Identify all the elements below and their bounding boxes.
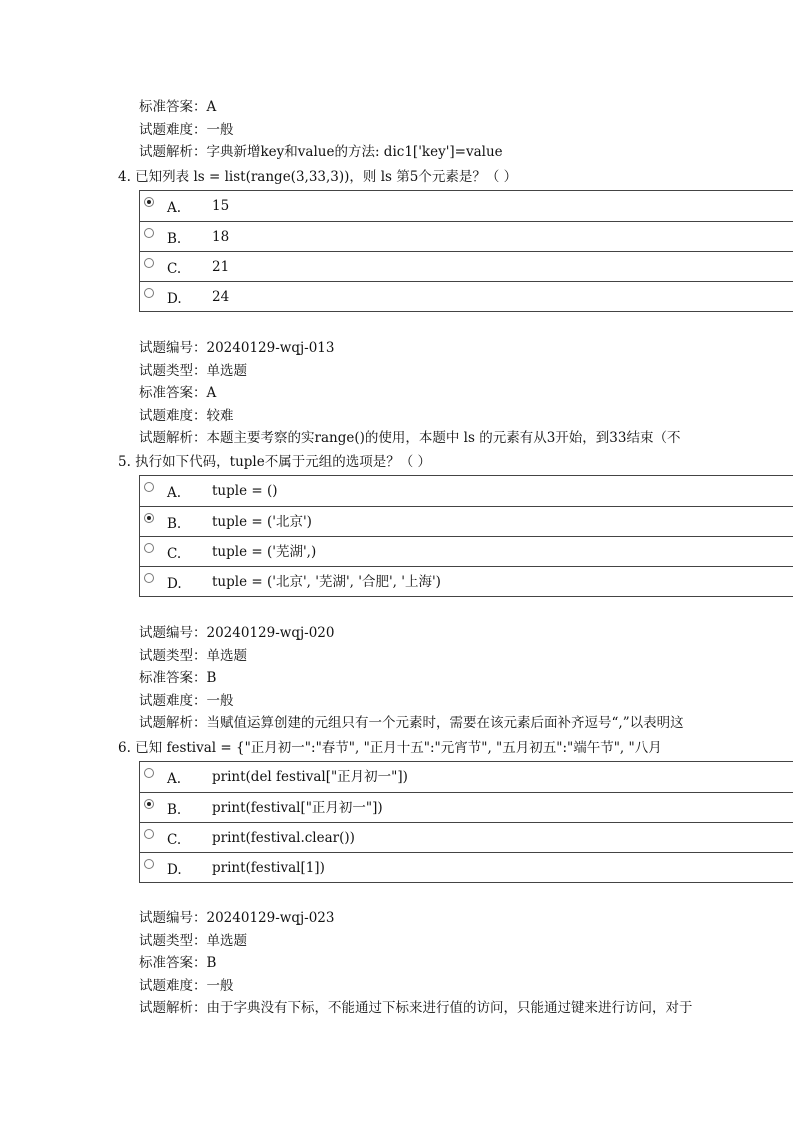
standard-answer: 标准答案：B: [139, 670, 217, 686]
option-d[interactable]: [140, 281, 793, 311]
standard-answer: 标准答案：A: [139, 385, 217, 401]
question-6-text: 6. 已知 festival = {"正月初一":"春节", "正月十五":"元宵节", "五月初五":"端午节", "八月: [118, 740, 662, 756]
radio-icon[interactable]: [144, 228, 154, 238]
difficulty: 试题难度：一般: [139, 977, 234, 994]
option-label: A.: [167, 485, 182, 501]
radio-icon[interactable]: [144, 829, 154, 839]
option-text: tuple = ('北京'): [212, 514, 312, 530]
option-d[interactable]: [140, 852, 793, 882]
radio-icon[interactable]: [144, 859, 154, 869]
standard-answer: 标准答案：B: [139, 955, 217, 971]
option-b[interactable]: [140, 792, 793, 822]
option-text: print(del festival["正月初一"]): [212, 769, 408, 785]
radio-icon[interactable]: [144, 288, 154, 298]
question-4-meta: [139, 337, 680, 450]
analysis: 试题解析：由于字典没有下标，不能通过下标来进行值的访问，只能通过键来进行访问，对于: [139, 1000, 693, 1016]
option-label: C.: [167, 546, 182, 562]
option-label: C.: [167, 832, 182, 848]
radio-checked-icon[interactable]: [144, 197, 154, 207]
question-5-options: [139, 475, 793, 597]
difficulty: 试题难度：一般: [139, 692, 234, 709]
question-type: 试题类型：单选题: [139, 362, 247, 379]
option-label: B.: [167, 516, 182, 532]
radio-icon[interactable]: [144, 543, 154, 553]
option-b[interactable]: [140, 506, 793, 536]
radio-checked-icon[interactable]: [144, 799, 154, 809]
option-label: A.: [167, 200, 182, 216]
radio-icon[interactable]: [144, 258, 154, 268]
radio-checked-icon[interactable]: [144, 513, 154, 523]
option-d[interactable]: [140, 566, 793, 596]
option-a[interactable]: [140, 191, 793, 221]
analysis: 试题解析：当赋值运算创建的元组只有一个元素时，需要在该元素后面补齐逗号“,”以表明这: [139, 715, 684, 731]
standard-answer: 标准答案：A: [139, 99, 217, 115]
question-5-meta: [139, 622, 684, 735]
option-c[interactable]: [140, 536, 793, 566]
option-label: D.: [167, 291, 182, 307]
option-text: 15: [212, 198, 230, 214]
question-3-meta: [139, 96, 503, 164]
question-type: 试题类型：单选题: [139, 932, 247, 949]
option-text: tuple = (): [212, 483, 278, 499]
option-text: 24: [212, 289, 230, 305]
question-id: 试题编号：20240129-wqj-023: [139, 910, 335, 926]
option-label: B.: [167, 231, 182, 247]
option-label: C.: [167, 261, 182, 277]
option-c[interactable]: [140, 251, 793, 281]
option-a[interactable]: [140, 762, 793, 792]
difficulty: 试题难度：一般: [139, 121, 234, 138]
option-text: 21: [212, 259, 230, 275]
analysis: 试题解析：本题主要考察的实range()的使用，本题中 ls 的元素有从3开始，到33结束（不: [139, 430, 681, 446]
question-id: 试题编号：20240129-wqj-020: [139, 625, 335, 641]
difficulty: 试题难度：较难: [139, 407, 234, 424]
option-a[interactable]: [140, 476, 793, 506]
option-text: tuple = ('芜湖',): [212, 544, 317, 560]
question-5-text: 5. 执行如下代码，tuple不属于元组的选项是？（ ）: [118, 454, 432, 470]
analysis: 试题解析：字典新增key和value的方法: dic1['key']=value: [139, 144, 503, 160]
question-4-text: 4. 已知列表 ls = list(range(3,33,3))，则 ls 第5个元素是？（ ）: [118, 169, 518, 185]
question-id: 试题编号：20240129-wqj-013: [139, 340, 335, 356]
question-6-options: [139, 761, 793, 883]
option-text: print(festival.clear()): [212, 830, 355, 846]
option-b[interactable]: [140, 221, 793, 251]
radio-icon[interactable]: [144, 768, 154, 778]
radio-icon[interactable]: [144, 482, 154, 492]
option-label: D.: [167, 862, 182, 878]
question-4-options: [139, 190, 793, 312]
option-label: D.: [167, 576, 182, 592]
question-6-meta: [139, 907, 693, 1020]
option-text: print(festival["正月初一"]): [212, 800, 383, 816]
option-text: tuple = ('北京', '芜湖', '合肥', '上海'): [212, 574, 441, 590]
option-text: print(festival[1]): [212, 860, 325, 876]
option-label: B.: [167, 802, 182, 818]
option-text: 18: [212, 229, 230, 245]
radio-icon[interactable]: [144, 573, 154, 583]
question-type: 试题类型：单选题: [139, 647, 247, 664]
option-c[interactable]: [140, 822, 793, 852]
option-label: A.: [167, 771, 182, 787]
